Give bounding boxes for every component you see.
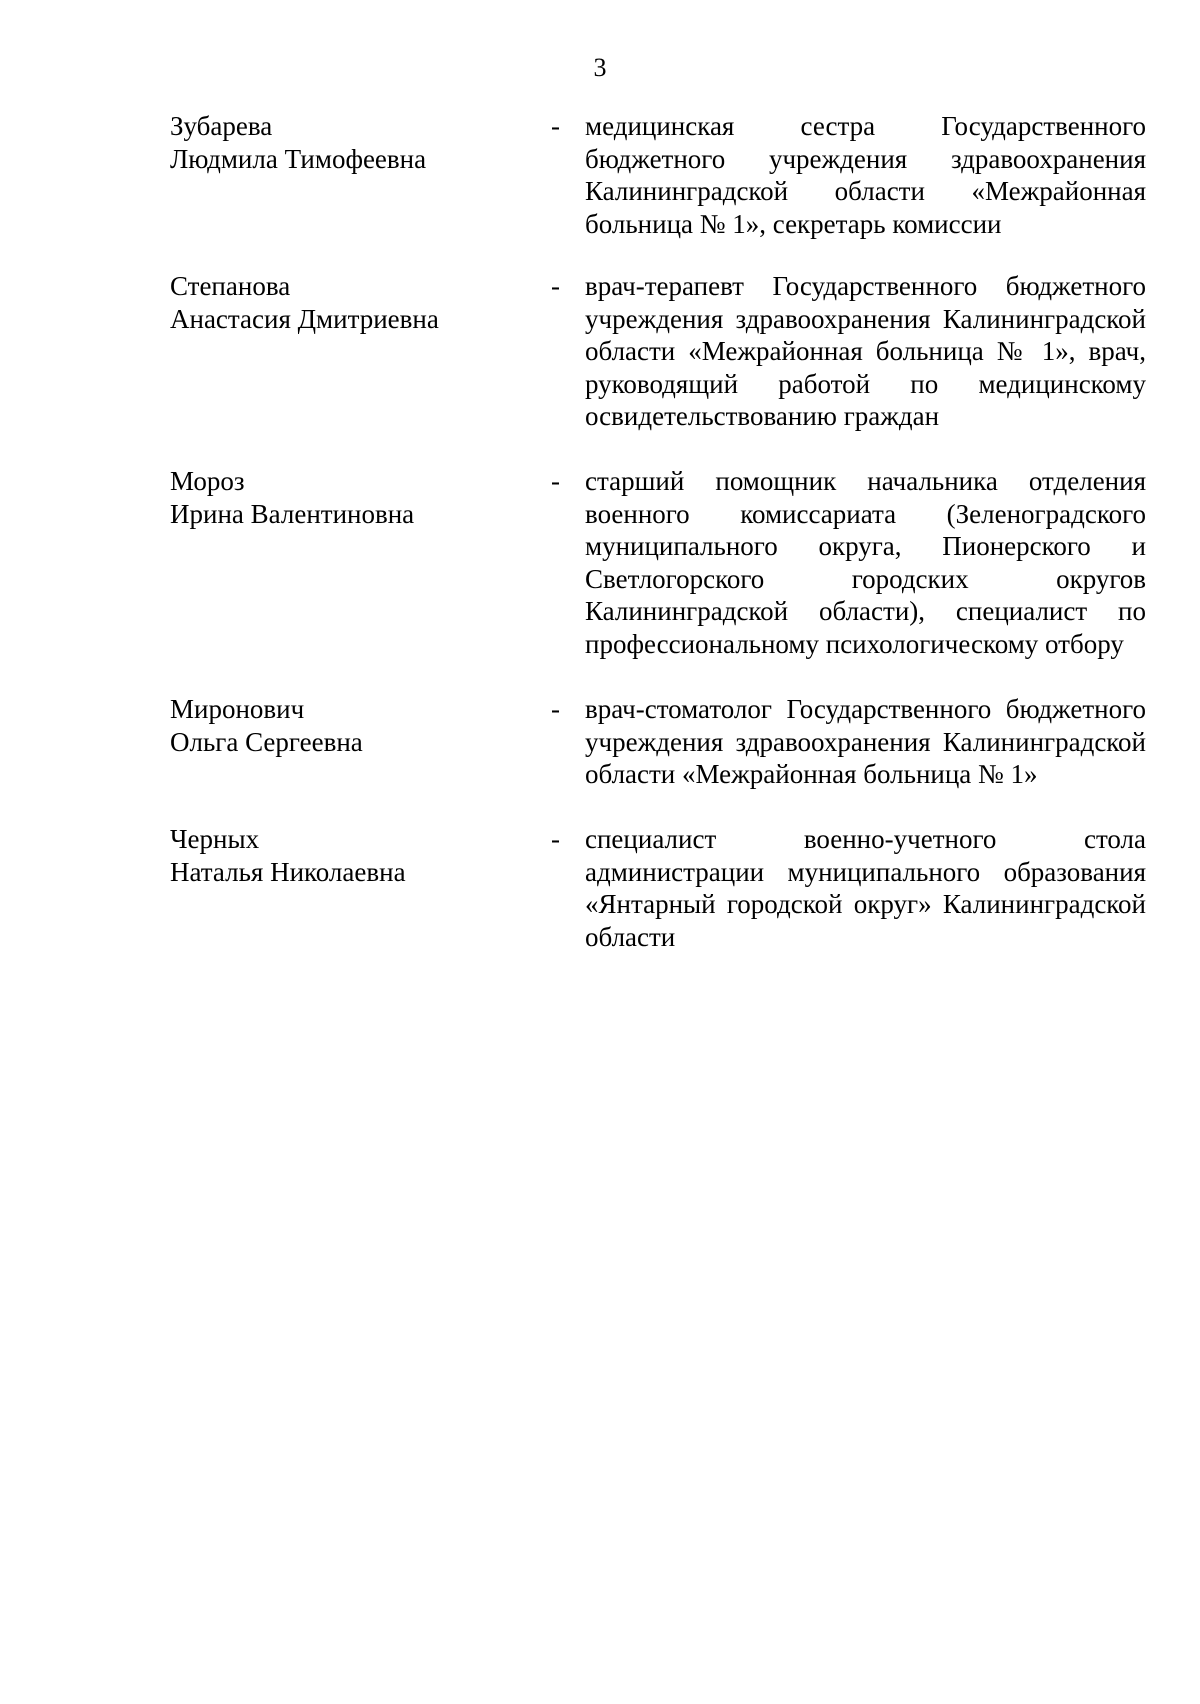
member-name bbox=[170, 110, 515, 175]
member-surname: Зубарева bbox=[170, 111, 273, 141]
member-entry bbox=[170, 693, 1146, 823]
commission-members-list bbox=[170, 110, 1146, 953]
member-role: старший помощник начальника отделения военного комиссариата (Зеленоградского муниципального округа, Пионерского и Светлогорского городских округов Калининградской области), специалист по профессиональному психологическому отбору bbox=[585, 466, 1146, 659]
member-surname: Мороз bbox=[170, 466, 245, 496]
dash-separator: - bbox=[551, 694, 560, 724]
member-role: врач-терапевт Государственного бюджетного учреждения здравоохранения Калининградской области «Межрайонная больница № 1», врач, руководящий работой по медицинскому освидетельствованию граждан bbox=[585, 271, 1146, 431]
dash-separator: - bbox=[551, 271, 560, 301]
dash-separator: - bbox=[551, 824, 560, 854]
dash-separator: - bbox=[551, 466, 560, 496]
member-surname: Черных bbox=[170, 824, 260, 854]
member-name bbox=[170, 823, 515, 888]
member-given-names: Ирина Валентиновна bbox=[170, 498, 415, 529]
member-surname: Миронович bbox=[170, 694, 305, 724]
member-surname: Степанова bbox=[170, 271, 291, 301]
member-entry bbox=[170, 823, 1146, 953]
member-given-names: Людмила Тимофеевна bbox=[170, 143, 427, 174]
member-name bbox=[170, 270, 515, 335]
member-role: специалист военно-учетного стола администрации муниципального образования «Янтарный городской округ» Калининградской области bbox=[585, 824, 1146, 952]
page-number: 3 bbox=[593, 53, 607, 82]
dash-separator: - bbox=[551, 111, 560, 141]
member-given-names: Анастасия Дмитриевна bbox=[170, 303, 439, 334]
member-given-names: Ольга Сергеевна bbox=[170, 726, 363, 757]
member-entry bbox=[170, 270, 1146, 465]
member-entry bbox=[170, 110, 1146, 270]
member-given-names: Наталья Николаевна bbox=[170, 856, 406, 887]
member-name bbox=[170, 693, 515, 758]
member-role: медицинская сестра Государственного бюджетного учреждения здравоохранения Калининградской области «Межрайонная больница № 1», секретарь комиссии bbox=[585, 111, 1146, 239]
member-entry bbox=[170, 465, 1146, 693]
member-role: врач-стоматолог Государственного бюджетного учреждения здравоохранения Калининградской области «Межрайонная больница № 1» bbox=[585, 694, 1146, 789]
member-name bbox=[170, 465, 515, 530]
